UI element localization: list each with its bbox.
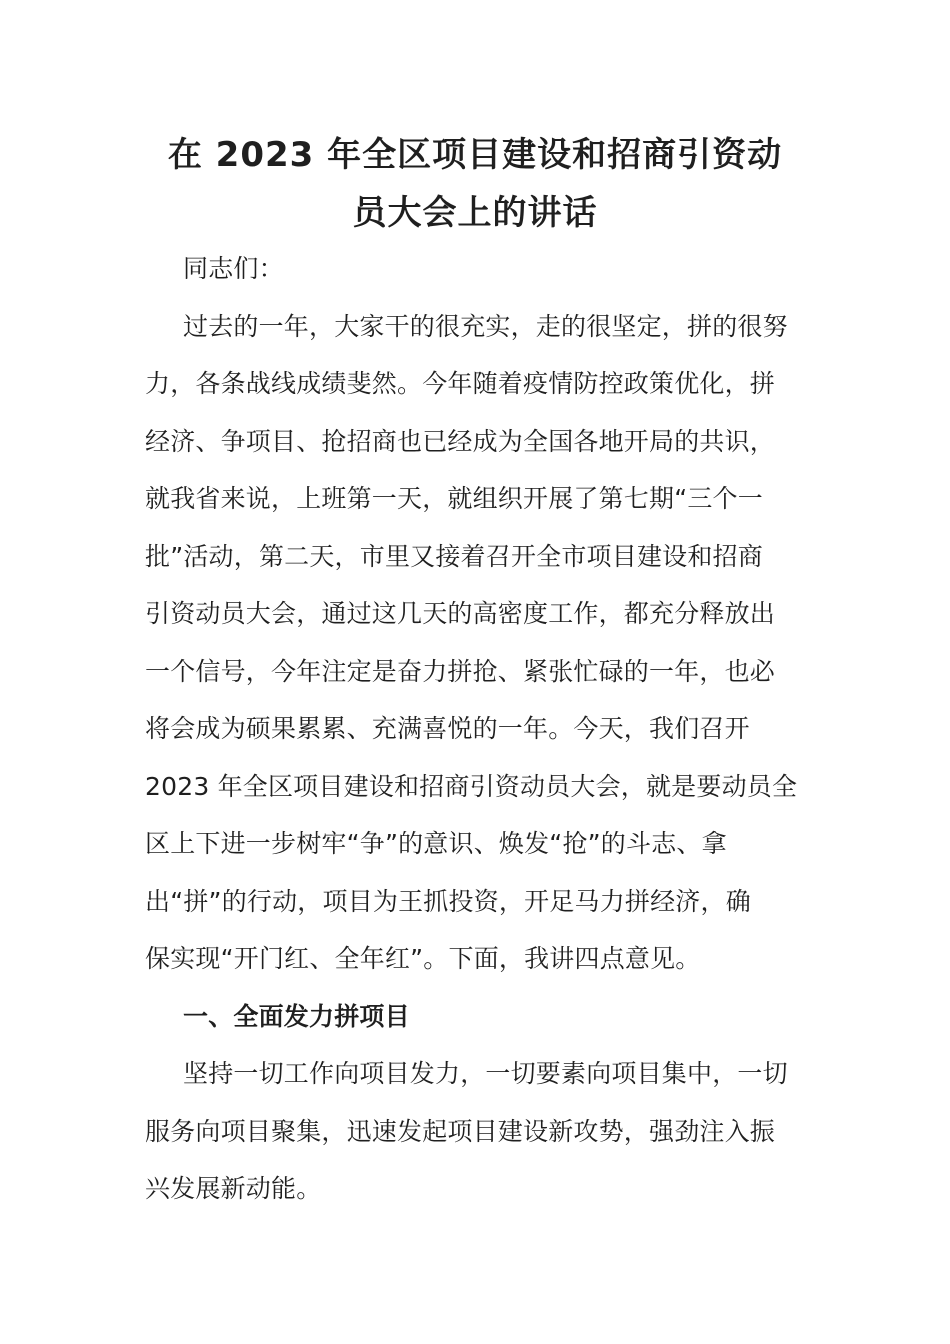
- document-body: [145, 240, 805, 1218]
- text-line: 区上下进一步树牢“争”的意识、焕发“抢”的斗志、拿: [145, 829, 727, 858]
- page-title: [145, 126, 805, 242]
- text-line: 2023 年全区项目建设和招商引资动员大会，就是要动员全: [145, 771, 798, 801]
- text-line: 经济、争项目、抢招商也已经成为全国各地开局的共识，: [145, 426, 776, 456]
- text-line: 力，各条战线成绩斐然。今年随着疫情防控政策优化，拼: [145, 369, 776, 398]
- section-heading-1: [145, 988, 805, 1046]
- text-line: 批”活动，第二天，市里又接着召开全市项目建设和招商: [145, 541, 763, 571]
- title-line-2: 员大会上的讲话: [352, 193, 598, 233]
- text-line: 出“拼”的行动，项目为王抓投资，开足马力拼经济，确: [145, 886, 751, 916]
- paragraph-intro: [145, 298, 805, 988]
- text-line: 坚持一切工作向项目发力，一切要素向项目集中，一切: [183, 1059, 788, 1088]
- salutation: [145, 240, 805, 298]
- text-line: 服务向项目聚集，迅速发起项目建设新攻势，强劲注入振: [145, 1116, 776, 1146]
- salutation-text: 同志们：: [183, 254, 284, 283]
- title-line-1: 在 2023 年全区项目建设和招商引资动: [167, 135, 783, 175]
- text-line: 保实现“开门红、全年红”。下面，我讲四点意见。: [145, 944, 701, 973]
- text-line: 引资动员大会，通过这几天的高密度工作，都充分释放出: [145, 599, 776, 628]
- text-line: 过去的一年，大家干的很充实，走的很坚定，拼的很努: [183, 311, 788, 341]
- text-line: 就我省来说，上班第一天，就组织开展了第七期“三个一: [145, 484, 763, 513]
- text-line: 兴发展新动能。: [145, 1174, 322, 1203]
- text-line: 将会成为硕果累累、充满喜悦的一年。今天，我们召开: [145, 714, 750, 743]
- paragraph-section-1: [145, 1045, 805, 1218]
- section-heading-text: 一、全面发力拼项目: [183, 1001, 410, 1031]
- text-line: 一个信号，今年注定是奋力拼抢、紧张忙碌的一年，也必: [145, 656, 776, 686]
